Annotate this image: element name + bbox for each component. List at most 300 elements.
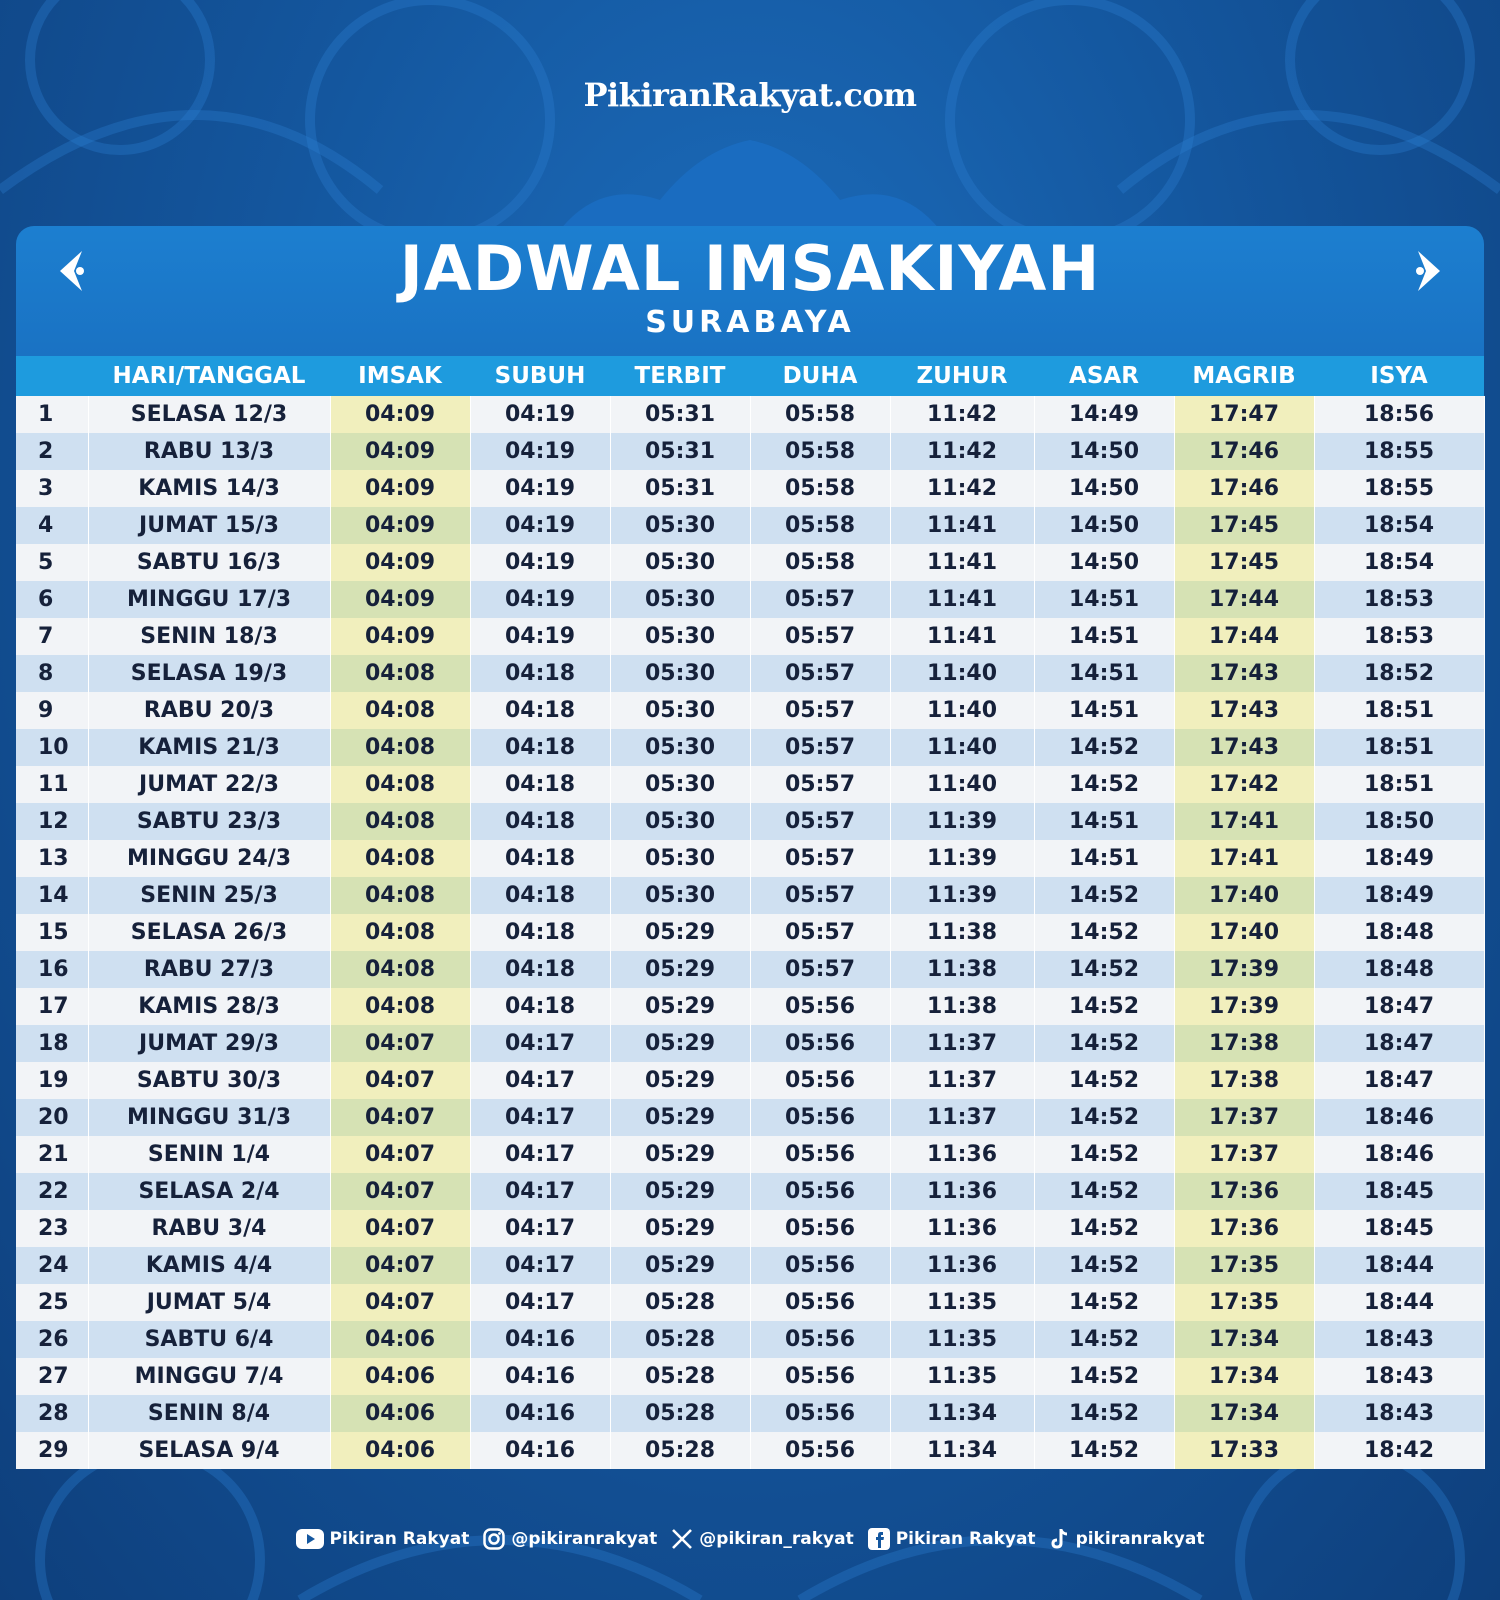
time-cell: 04:17 (470, 1247, 610, 1284)
date-cell: JUMAT 5/4 (88, 1284, 330, 1321)
date-cell: RABU 20/3 (88, 692, 330, 729)
time-cell: 05:57 (750, 618, 890, 655)
date-cell: RABU 3/4 (88, 1210, 330, 1247)
time-cell: 14:52 (1034, 914, 1174, 951)
table-row (16, 1284, 1484, 1321)
time-cell: 04:17 (470, 1099, 610, 1136)
table-row (16, 1432, 1484, 1469)
time-cell: 05:30 (610, 544, 750, 581)
time-cell: 17:44 (1174, 618, 1314, 655)
row-number-cell: 24 (16, 1247, 88, 1284)
youtube-icon (296, 1529, 324, 1549)
time-cell: 05:57 (750, 692, 890, 729)
time-cell: 04:16 (470, 1432, 610, 1469)
time-cell: 18:54 (1314, 507, 1484, 544)
time-cell: 17:46 (1174, 470, 1314, 507)
time-cell: 04:18 (470, 951, 610, 988)
time-cell: 18:52 (1314, 655, 1484, 692)
time-cell: 04:06 (330, 1395, 470, 1432)
table-row (16, 914, 1484, 951)
column-header: IMSAK (330, 356, 470, 396)
time-cell: 05:57 (750, 581, 890, 618)
row-number-cell: 16 (16, 951, 88, 988)
social-youtube[interactable] (296, 1529, 470, 1549)
table-row (16, 803, 1484, 840)
row-number-cell: 5 (16, 544, 88, 581)
time-cell: 05:31 (610, 470, 750, 507)
time-cell: 18:55 (1314, 433, 1484, 470)
instagram-icon (483, 1528, 505, 1550)
time-cell: 04:07 (330, 1062, 470, 1099)
time-cell: 04:07 (330, 1210, 470, 1247)
time-cell: 17:37 (1174, 1099, 1314, 1136)
time-cell: 11:34 (890, 1432, 1034, 1469)
time-cell: 18:54 (1314, 544, 1484, 581)
time-cell: 17:34 (1174, 1358, 1314, 1395)
time-cell: 04:08 (330, 803, 470, 840)
date-cell: RABU 27/3 (88, 951, 330, 988)
time-cell: 17:39 (1174, 988, 1314, 1025)
time-cell: 05:28 (610, 1395, 750, 1432)
row-number-cell: 26 (16, 1321, 88, 1358)
time-cell: 05:56 (750, 1358, 890, 1395)
row-number-cell: 8 (16, 655, 88, 692)
time-cell: 11:38 (890, 988, 1034, 1025)
time-cell: 17:37 (1174, 1136, 1314, 1173)
time-cell: 11:41 (890, 581, 1034, 618)
city-subtitle: SURABAYA (645, 305, 855, 340)
time-cell: 14:52 (1034, 1210, 1174, 1247)
time-cell: 17:41 (1174, 803, 1314, 840)
time-cell: 11:36 (890, 1210, 1034, 1247)
date-cell: SABTU 30/3 (88, 1062, 330, 1099)
time-cell: 11:40 (890, 766, 1034, 803)
time-cell: 04:19 (470, 433, 610, 470)
time-cell: 18:51 (1314, 692, 1484, 729)
social-label: Pikiran Rakyat (895, 1529, 1036, 1549)
time-cell: 14:52 (1034, 1062, 1174, 1099)
time-cell: 18:51 (1314, 729, 1484, 766)
social-x[interactable] (671, 1528, 853, 1550)
table-row (16, 1395, 1484, 1432)
time-cell: 05:29 (610, 1025, 750, 1062)
table-row (16, 1025, 1484, 1062)
time-cell: 18:44 (1314, 1247, 1484, 1284)
time-cell: 05:56 (750, 1062, 890, 1099)
time-cell: 05:58 (750, 544, 890, 581)
time-cell: 05:56 (750, 1321, 890, 1358)
table-row (16, 1358, 1484, 1395)
table-row (16, 877, 1484, 914)
time-cell: 11:40 (890, 692, 1034, 729)
time-cell: 11:42 (890, 470, 1034, 507)
time-cell: 05:29 (610, 1136, 750, 1173)
time-cell: 11:39 (890, 877, 1034, 914)
time-cell: 05:28 (610, 1358, 750, 1395)
time-cell: 04:08 (330, 840, 470, 877)
facebook-icon (868, 1528, 890, 1550)
time-cell: 17:38 (1174, 1062, 1314, 1099)
date-cell: SENIN 18/3 (88, 618, 330, 655)
time-cell: 11:39 (890, 803, 1034, 840)
time-cell: 18:49 (1314, 877, 1484, 914)
time-cell: 04:19 (470, 618, 610, 655)
time-cell: 17:42 (1174, 766, 1314, 803)
time-cell: 17:38 (1174, 1025, 1314, 1062)
time-cell: 04:07 (330, 1025, 470, 1062)
time-cell: 05:57 (750, 766, 890, 803)
time-cell: 04:07 (330, 1247, 470, 1284)
time-cell: 17:35 (1174, 1247, 1314, 1284)
time-cell: 05:30 (610, 655, 750, 692)
table-row (16, 433, 1484, 470)
time-cell: 04:18 (470, 803, 610, 840)
date-cell: SELASA 12/3 (88, 396, 330, 433)
time-cell: 05:28 (610, 1321, 750, 1358)
time-cell: 05:56 (750, 1284, 890, 1321)
table-row (16, 1321, 1484, 1358)
table-row (16, 1099, 1484, 1136)
time-cell: 17:34 (1174, 1395, 1314, 1432)
time-cell: 04:08 (330, 655, 470, 692)
time-cell: 18:53 (1314, 581, 1484, 618)
time-cell: 14:51 (1034, 803, 1174, 840)
time-cell: 14:52 (1034, 1358, 1174, 1395)
time-cell: 05:56 (750, 1136, 890, 1173)
time-cell: 04:09 (330, 470, 470, 507)
time-cell: 11:37 (890, 1062, 1034, 1099)
row-number-cell: 7 (16, 618, 88, 655)
date-cell: SELASA 19/3 (88, 655, 330, 692)
time-cell: 04:17 (470, 1136, 610, 1173)
time-cell: 14:52 (1034, 877, 1174, 914)
time-cell: 11:36 (890, 1173, 1034, 1210)
time-cell: 05:57 (750, 803, 890, 840)
date-cell: SELASA 26/3 (88, 914, 330, 951)
time-cell: 05:58 (750, 396, 890, 433)
row-number-cell: 23 (16, 1210, 88, 1247)
time-cell: 11:42 (890, 396, 1034, 433)
row-number-cell: 15 (16, 914, 88, 951)
table-row (16, 618, 1484, 655)
date-cell: JUMAT 15/3 (88, 507, 330, 544)
social-label: pikiranrakyat (1075, 1529, 1205, 1549)
time-cell: 05:30 (610, 766, 750, 803)
time-cell: 04:08 (330, 877, 470, 914)
time-cell: 11:36 (890, 1136, 1034, 1173)
time-cell: 04:17 (470, 1062, 610, 1099)
date-cell: SENIN 25/3 (88, 877, 330, 914)
row-number-cell: 25 (16, 1284, 88, 1321)
time-cell: 17:33 (1174, 1432, 1314, 1469)
time-cell: 04:06 (330, 1432, 470, 1469)
time-cell: 04:17 (470, 1173, 610, 1210)
date-cell: RABU 13/3 (88, 433, 330, 470)
table-row (16, 544, 1484, 581)
time-cell: 18:42 (1314, 1432, 1484, 1469)
time-cell: 14:52 (1034, 951, 1174, 988)
row-number-cell: 9 (16, 692, 88, 729)
time-cell: 05:58 (750, 507, 890, 544)
time-cell: 05:29 (610, 951, 750, 988)
time-cell: 04:07 (330, 1136, 470, 1173)
time-cell: 14:52 (1034, 988, 1174, 1025)
time-cell: 05:56 (750, 1395, 890, 1432)
row-number-cell: 27 (16, 1358, 88, 1395)
table-row (16, 1247, 1484, 1284)
time-cell: 04:09 (330, 618, 470, 655)
time-cell: 05:56 (750, 1210, 890, 1247)
time-cell: 18:55 (1314, 470, 1484, 507)
column-header: ISYA (1314, 356, 1484, 396)
time-cell: 14:52 (1034, 1321, 1174, 1358)
time-cell: 17:40 (1174, 914, 1314, 951)
date-cell: JUMAT 29/3 (88, 1025, 330, 1062)
time-cell: 05:30 (610, 692, 750, 729)
time-cell: 14:50 (1034, 470, 1174, 507)
time-cell: 05:56 (750, 1432, 890, 1469)
time-cell: 11:38 (890, 914, 1034, 951)
time-cell: 11:36 (890, 1247, 1034, 1284)
time-cell: 05:30 (610, 803, 750, 840)
time-cell: 04:19 (470, 544, 610, 581)
time-cell: 11:37 (890, 1025, 1034, 1062)
time-cell: 18:48 (1314, 951, 1484, 988)
row-number-cell: 17 (16, 988, 88, 1025)
time-cell: 17:46 (1174, 433, 1314, 470)
pikiranrakyat-logo: PikiranRakyat.com (583, 76, 917, 114)
table-row (16, 507, 1484, 544)
time-cell: 17:40 (1174, 877, 1314, 914)
time-cell: 17:34 (1174, 1321, 1314, 1358)
time-cell: 05:31 (610, 433, 750, 470)
time-cell: 04:18 (470, 766, 610, 803)
time-cell: 04:16 (470, 1395, 610, 1432)
time-cell: 05:30 (610, 581, 750, 618)
time-cell: 04:19 (470, 507, 610, 544)
time-cell: 14:51 (1034, 840, 1174, 877)
time-cell: 05:57 (750, 840, 890, 877)
time-cell: 05:30 (610, 507, 750, 544)
time-cell: 11:42 (890, 433, 1034, 470)
column-header: DUHA (750, 356, 890, 396)
time-cell: 14:49 (1034, 396, 1174, 433)
row-number-cell: 11 (16, 766, 88, 803)
column-header: HARI/TANGGAL (88, 356, 330, 396)
table-row (16, 1136, 1484, 1173)
time-cell: 17:41 (1174, 840, 1314, 877)
time-cell: 04:16 (470, 1358, 610, 1395)
time-cell: 14:52 (1034, 1284, 1174, 1321)
table-row (16, 1210, 1484, 1247)
table-row (16, 951, 1484, 988)
time-cell: 11:35 (890, 1321, 1034, 1358)
time-cell: 05:29 (610, 1247, 750, 1284)
time-cell: 18:47 (1314, 1062, 1484, 1099)
time-cell: 04:08 (330, 692, 470, 729)
row-number-cell: 29 (16, 1432, 88, 1469)
time-cell: 05:57 (750, 914, 890, 951)
time-cell: 04:09 (330, 433, 470, 470)
time-cell: 14:52 (1034, 729, 1174, 766)
time-cell: 04:17 (470, 1025, 610, 1062)
time-cell: 05:30 (610, 877, 750, 914)
time-cell: 11:40 (890, 729, 1034, 766)
date-cell: MINGGU 31/3 (88, 1099, 330, 1136)
time-cell: 14:51 (1034, 692, 1174, 729)
row-number-cell: 21 (16, 1136, 88, 1173)
time-cell: 04:19 (470, 396, 610, 433)
time-cell: 17:39 (1174, 951, 1314, 988)
time-cell: 11:41 (890, 544, 1034, 581)
time-cell: 04:16 (470, 1321, 610, 1358)
time-cell: 04:18 (470, 692, 610, 729)
time-cell: 17:43 (1174, 729, 1314, 766)
time-cell: 18:45 (1314, 1210, 1484, 1247)
date-cell: SELASA 2/4 (88, 1173, 330, 1210)
time-cell: 05:30 (610, 729, 750, 766)
table-row (16, 729, 1484, 766)
time-cell: 11:38 (890, 951, 1034, 988)
time-cell: 11:35 (890, 1358, 1034, 1395)
time-cell: 05:56 (750, 1099, 890, 1136)
time-cell: 04:18 (470, 729, 610, 766)
time-cell: 14:52 (1034, 1395, 1174, 1432)
time-cell: 18:43 (1314, 1321, 1484, 1358)
time-cell: 14:52 (1034, 1025, 1174, 1062)
time-cell: 18:44 (1314, 1284, 1484, 1321)
time-cell: 11:34 (890, 1395, 1034, 1432)
row-number-cell: 28 (16, 1395, 88, 1432)
row-number-cell: 10 (16, 729, 88, 766)
time-cell: 05:57 (750, 655, 890, 692)
time-cell: 05:57 (750, 729, 890, 766)
date-cell: KAMIS 4/4 (88, 1247, 330, 1284)
date-cell: MINGGU 17/3 (88, 581, 330, 618)
time-cell: 04:07 (330, 1099, 470, 1136)
time-cell: 11:41 (890, 507, 1034, 544)
time-cell: 17:45 (1174, 544, 1314, 581)
time-cell: 05:30 (610, 840, 750, 877)
time-cell: 18:43 (1314, 1358, 1484, 1395)
time-cell: 11:35 (890, 1284, 1034, 1321)
time-cell: 14:51 (1034, 618, 1174, 655)
row-number-cell: 14 (16, 877, 88, 914)
time-cell: 05:56 (750, 1025, 890, 1062)
time-cell: 05:57 (750, 877, 890, 914)
social-label: @pikiranrakyat (511, 1529, 658, 1549)
row-number-cell: 20 (16, 1099, 88, 1136)
time-cell: 05:29 (610, 1210, 750, 1247)
time-cell: 04:17 (470, 1210, 610, 1247)
social-label: Pikiran Rakyat (329, 1529, 470, 1549)
table-row (16, 396, 1484, 433)
time-cell: 04:07 (330, 1173, 470, 1210)
time-cell: 04:17 (470, 1284, 610, 1321)
time-cell: 04:08 (330, 914, 470, 951)
social-instagram[interactable] (483, 1528, 657, 1550)
time-cell: 04:07 (330, 1284, 470, 1321)
time-cell: 04:18 (470, 877, 610, 914)
time-cell: 18:46 (1314, 1099, 1484, 1136)
time-cell: 14:51 (1034, 581, 1174, 618)
column-header (16, 356, 88, 396)
time-cell: 05:28 (610, 1432, 750, 1469)
table-header-row (16, 356, 1484, 396)
column-header: SUBUH (470, 356, 610, 396)
time-cell: 04:06 (330, 1358, 470, 1395)
time-cell: 04:09 (330, 396, 470, 433)
time-cell: 04:09 (330, 507, 470, 544)
time-cell: 05:56 (750, 1173, 890, 1210)
social-facebook[interactable] (868, 1528, 1036, 1550)
row-number-cell: 12 (16, 803, 88, 840)
row-number-cell: 19 (16, 1062, 88, 1099)
time-cell: 04:18 (470, 988, 610, 1025)
time-cell: 04:18 (470, 914, 610, 951)
time-cell: 18:51 (1314, 766, 1484, 803)
time-cell: 05:56 (750, 988, 890, 1025)
time-cell: 05:56 (750, 1247, 890, 1284)
row-number-cell: 2 (16, 433, 88, 470)
time-cell: 17:35 (1174, 1284, 1314, 1321)
time-cell: 14:52 (1034, 1136, 1174, 1173)
time-cell: 05:28 (610, 1284, 750, 1321)
time-cell: 14:52 (1034, 1099, 1174, 1136)
time-cell: 04:08 (330, 951, 470, 988)
time-cell: 04:08 (330, 729, 470, 766)
time-cell: 17:36 (1174, 1173, 1314, 1210)
social-tiktok[interactable] (1050, 1528, 1205, 1550)
time-cell: 18:43 (1314, 1395, 1484, 1432)
time-cell: 11:39 (890, 840, 1034, 877)
table-row (16, 692, 1484, 729)
time-cell: 04:18 (470, 655, 610, 692)
row-number-cell: 22 (16, 1173, 88, 1210)
time-cell: 14:52 (1034, 766, 1174, 803)
time-cell: 05:29 (610, 1062, 750, 1099)
date-cell: SENIN 1/4 (88, 1136, 330, 1173)
time-cell: 05:30 (610, 618, 750, 655)
row-number-cell: 3 (16, 470, 88, 507)
table-row (16, 1062, 1484, 1099)
time-cell: 14:52 (1034, 1247, 1174, 1284)
time-cell: 18:50 (1314, 803, 1484, 840)
time-cell: 17:47 (1174, 396, 1314, 433)
column-header: MAGRIB (1174, 356, 1314, 396)
social-footer (0, 1528, 1500, 1550)
time-cell: 17:43 (1174, 692, 1314, 729)
time-cell: 18:56 (1314, 396, 1484, 433)
schedule-table-container (16, 356, 1484, 1469)
time-cell: 18:49 (1314, 840, 1484, 877)
page-title: JADWAL IMSAKIYAH (399, 232, 1101, 305)
time-cell: 14:52 (1034, 1432, 1174, 1469)
date-cell: MINGGU 7/4 (88, 1358, 330, 1395)
table-body (16, 396, 1484, 1469)
time-cell: 11:40 (890, 655, 1034, 692)
time-cell: 14:52 (1034, 1173, 1174, 1210)
time-cell: 14:50 (1034, 433, 1174, 470)
time-cell: 17:45 (1174, 507, 1314, 544)
row-number-cell: 4 (16, 507, 88, 544)
time-cell: 17:43 (1174, 655, 1314, 692)
column-header: ZUHUR (890, 356, 1034, 396)
time-cell: 05:29 (610, 1173, 750, 1210)
time-cell: 11:37 (890, 1099, 1034, 1136)
date-cell: SABTU 16/3 (88, 544, 330, 581)
row-number-cell: 1 (16, 396, 88, 433)
